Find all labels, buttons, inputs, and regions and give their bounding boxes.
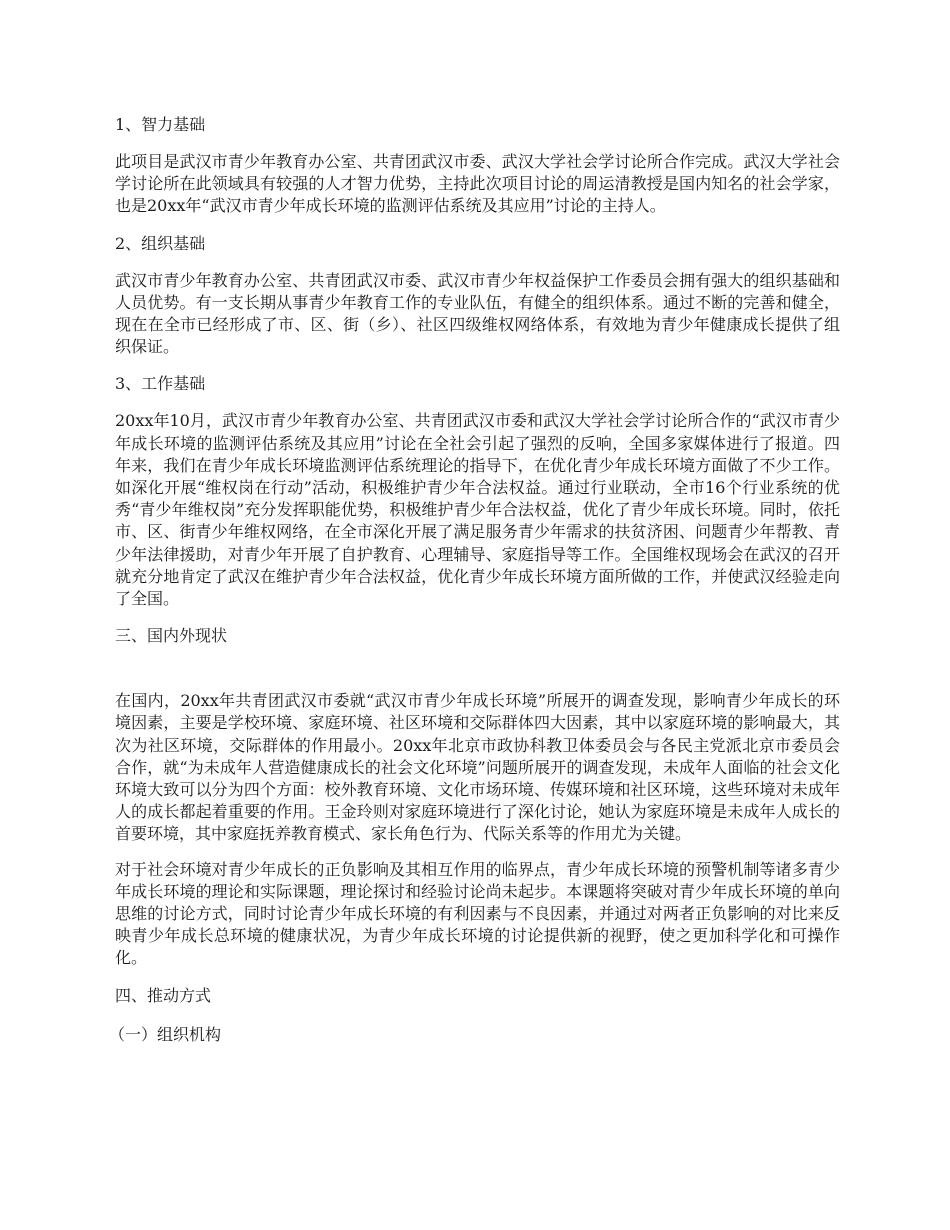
paragraph-intellectual-basis: 此项目是武汉市青少年教育办公室、共青团武汉市委、武汉大学社会学讨论所合作完成。武汉大学社会学讨论所在此领域具有较强的人才智力优势，主持此次项目讨论的周运清教授是国内知名的社会学家，也是20xx年“武汉市青少年成长环境的监测评估系统及其应用”讨论的主持人。	[115, 152, 840, 216]
section-heading-promotion-method: 四、推动方式	[115, 985, 212, 1005]
section-spacer	[115, 662, 840, 690]
section-heading-work-basis: 3、工作基础	[115, 374, 206, 394]
section-heading-organizational-basis: 2、组织基础	[115, 233, 206, 253]
paragraph-work-basis: 20xx年10月，武汉市青少年教育办公室、共青团武汉市委和武汉大学社会学讨论所合作的“武汉市青少年成长环境的监测评估系统及其应用”讨论在全社会引起了强烈的反响，全国多家媒体进行了报道。四年来，我们在青少年成长环境监测评估系统理论的指导下，在优化青少年成长环境方面做了不少工作。如深化开展“维权岗在行动”活动，积极维护青少年合法权益。通过行业联动，全市16个行业系统的优秀“青少年维权岗”充分发挥职能优势，积极维护青少年合法权益，优化了青少年成长环境。同时，依托市、区、街青少年维权网络，在全市深化开展了满足服务青少年需求的扶贫济困、问题青少年帮教、青少年法律援助，对青少年开展了自护教育、心理辅导、家庭指导等工作。全国维权现场会在武汉的召开就充分地肯定了武汉在维护青少年合法权益，优化青少年成长环境方面所做的工作，并使武汉经验走向了全国。	[115, 411, 840, 609]
document-page	[109, 112, 840, 1061]
paragraph-domestic-status: 在国内，20xx年共青团武汉市委就“武汉市青少年成长环境”所展开的调查发现，影响青少年成长的环境因素，主要是学校环境、家庭环境、社区环境和交际群体四大因素，其中以家庭环境的影响最大，其次为社区环境，交际群体的作用最小。20xx年北京市政协科教卫体委员会与各民主党派北京市委员会合作，就“为未成年人营造健康成长的社会文化环境”问题所展开的调查发现，未成年人面临的社会文化环境大致可以分为四个方面：校外教育环境、文化市场环境、传媒环境和社区环境，这些环境对未成年人的成长都起着重要的作用。王金玲则对家庭环境进行了深化讨论，她认为家庭环境是未成年人成长的首要环境，其中家庭抚养教育模式、家长角色行为、代际关系等的作用尤为关键。	[115, 691, 840, 844]
section-heading-intellectual-basis: 1、智力基础	[115, 115, 206, 134]
section-heading-current-status: 三、国内外现状	[115, 626, 228, 646]
subsection-heading-organization: （一）组织机构	[109, 1024, 222, 1044]
paragraph-research-gap: 对于社会环境对青少年成长的正负影响及其相互作用的临界点，青少年成长环境的预警机制等诸多青少年成长环境的理论和实际课题，理论探讨和经验讨论尚未起步。本课题将突破对青少年成长环境的单向思维的讨论方式，同时讨论青少年成长环境的有利因素与不良因素，并通过对两者正负影响的对比来反映青少年成长总环境的健康状况，为青少年成长环境的讨论提供新的视野，使之更加科学化和可操作化。	[115, 859, 840, 968]
paragraph-organizational-basis: 武汉市青少年教育办公室、共青团武汉市委、武汉市青少年权益保护工作委员会拥有强大的组织基础和人员优势。有一支长期从事青少年教育工作的专业队伍，有健全的组织体系。通过不断的完善和健全，现在在全市已经形成了市、区、街（乡）、社区四级维权网络体系，有效地为青少年健康成长提供了组织保证。	[115, 270, 840, 357]
